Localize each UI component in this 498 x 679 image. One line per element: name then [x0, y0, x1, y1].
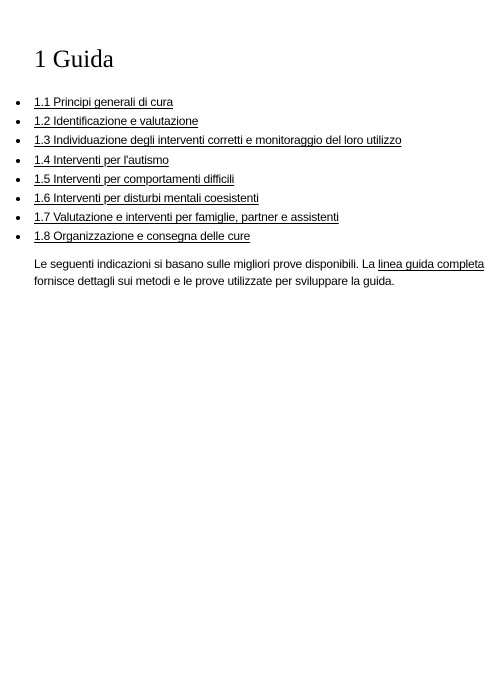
- bullet-icon: [16, 235, 20, 239]
- toc-link-identificazione[interactable]: 1.2 Identificazione e valutazione: [34, 114, 199, 129]
- toc-link-principi-generali[interactable]: 1.1 Principi generali di cura: [34, 95, 173, 109]
- toc-link-interventi-autismo[interactable]: 1.4 Interventi per l'autismo: [34, 152, 169, 167]
- bullet-icon: [16, 139, 20, 143]
- toc-link-organizzazione-cure[interactable]: 1.8 Organizzazione e consegna delle cure: [34, 229, 251, 244]
- bullet-icon: [16, 159, 20, 163]
- bullet-icon: [16, 120, 20, 124]
- intro-text-before: Le seguenti indicazioni si basano sulle migliori prove disponibili. La: [34, 257, 379, 271]
- intro-paragraph: [34, 256, 494, 289]
- toc-link-comportamenti-difficili[interactable]: 1.5 Interventi per comportamenti difficili: [34, 171, 235, 186]
- bullet-icon: [16, 178, 20, 182]
- bullet-icon: [16, 216, 20, 220]
- toc-link-individuazione-interventi[interactable]: 1.3 Individuazione degli interventi corretti e monitoraggio del loro utilizzo: [34, 133, 402, 148]
- intro-text-after: fornisce dettagli sui metodi e le prove utilizzate per sviluppare la guida.: [34, 273, 395, 288]
- toc-link-famiglie-partner[interactable]: 1.7 Valutazione e interventi per famiglie, partner e assistenti: [34, 210, 339, 225]
- full-guideline-link[interactable]: linea guida completa: [378, 257, 485, 271]
- section-heading: 1 Guida: [34, 46, 114, 73]
- bullet-icon: [16, 101, 20, 105]
- bullet-icon: [16, 197, 20, 201]
- toc-link-disturbi-mentali[interactable]: 1.6 Interventi per disturbi mentali coesistenti: [34, 190, 259, 205]
